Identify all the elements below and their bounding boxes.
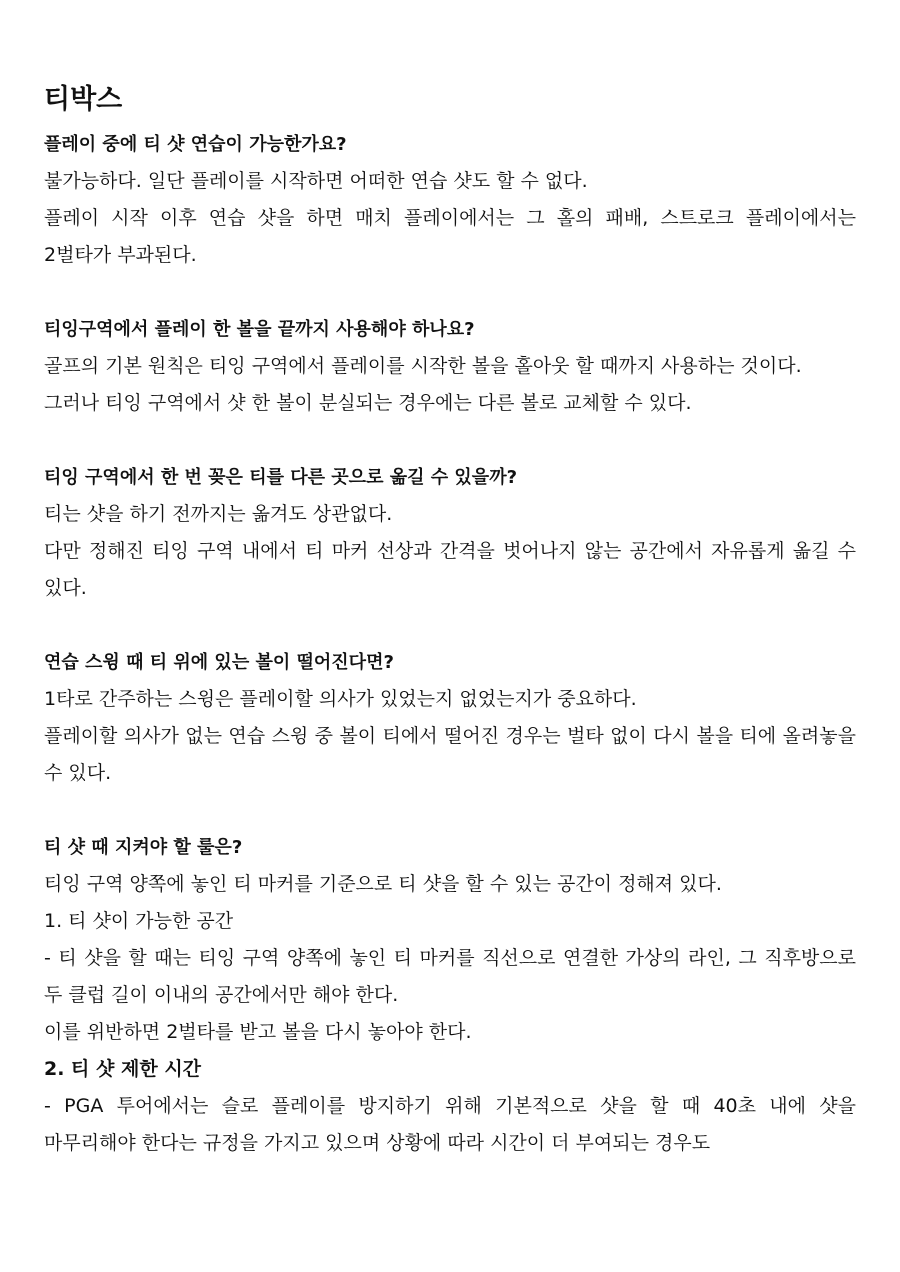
answer-paragraph: 그러나 티잉 구역에서 샷 한 볼이 분실되는 경우에는 다른 볼로 교체할 수 있다. [44, 392, 692, 414]
numbered-item-heading: 1. 티 샷이 가능한 공간 [44, 910, 234, 932]
rule-detail-paragraph: - PGA 투어에서는 슬로 플레이를 방지하기 위해 기본적으로 샷을 할 때 40초 내에 샷을 마무리해야 한다는 규정을 가지고 있으며 상황에 따라 시간이 더 부여되는 경우도 [44, 1095, 856, 1154]
faq-section-ball-usage [44, 311, 856, 422]
question-heading: 티잉 구역에서 한 번 꽂은 티를 다른 곳으로 옮길 수 있을까? [44, 467, 518, 488]
answer-paragraph: 플레이할 의사가 없는 연습 스윙 중 볼이 티에서 떨어진 경우는 벌타 없이 다시 볼을 티에 올려놓을 수 있다. [44, 725, 856, 784]
faq-section-move-tee [44, 459, 856, 607]
question-heading: 티잉구역에서 플레이 한 볼을 끝까지 사용해야 하나요? [44, 319, 475, 340]
answer-paragraph: 티잉 구역 양쪽에 놓인 티 마커를 기준으로 티 샷을 할 수 있는 공간이 정해져 있다. [44, 873, 722, 895]
numbered-item-heading: 2. 티 샷 제한 시간 [44, 1058, 202, 1080]
faq-section-tee-practice [44, 126, 856, 274]
faq-section-tee-shot-rules [44, 829, 856, 1162]
question-heading: 플레이 중에 티 샷 연습이 가능한가요? [44, 134, 347, 155]
answer-paragraph: 플레이 시작 이후 연습 샷을 하면 매치 플레이에서는 그 홀의 패배, 스트로크 플레이에서는 2벌타가 부과된다. [44, 207, 856, 266]
faq-section-practice-swing [44, 644, 856, 792]
answer-paragraph: 1타로 간주하는 스윙은 플레이할 의사가 있었는지 없었는지가 중요하다. [44, 688, 637, 710]
question-heading: 티 샷 때 지켜야 할 룰은? [44, 837, 243, 858]
answer-paragraph: 이를 위반하면 2벌타를 받고 볼을 다시 놓아야 한다. [44, 1021, 472, 1043]
document-title: 티박스 [44, 84, 123, 115]
answer-paragraph: 티는 샷을 하기 전까지는 옮겨도 상관없다. [44, 503, 393, 525]
question-heading: 연습 스윙 때 티 위에 있는 볼이 떨어진다면? [44, 652, 394, 673]
answer-paragraph: 불가능하다. 일단 플레이를 시작하면 어떠한 연습 샷도 할 수 없다. [44, 170, 588, 192]
rule-detail-paragraph: - 티 샷을 할 때는 티잉 구역 양쪽에 놓인 티 마커를 직선으로 연결한 가상의 라인, 그 직후방으로 두 클럽 길이 이내의 공간에서만 해야 한다. [44, 947, 856, 1006]
answer-paragraph: 다만 정해진 티잉 구역 내에서 티 마커 선상과 간격을 벗어나지 않는 공간에서 자유롭게 옮길 수 있다. [44, 540, 856, 599]
answer-paragraph: 골프의 기본 원칙은 티잉 구역에서 플레이를 시작한 볼을 홀아웃 할 때까지 사용하는 것이다. [44, 355, 802, 377]
